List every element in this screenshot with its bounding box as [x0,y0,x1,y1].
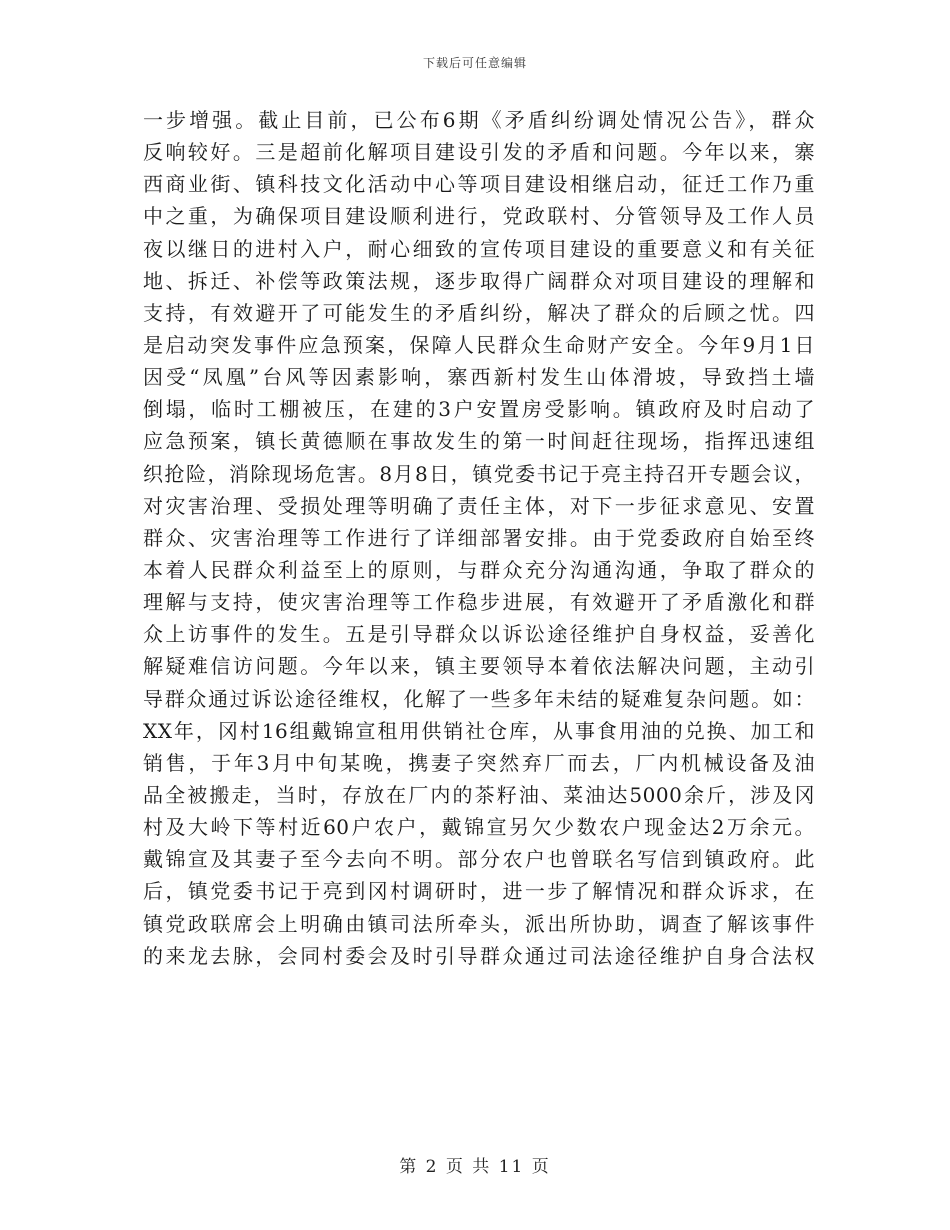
text-line: 因受“凤凰”台风等因素影响，寨西新村发生山体滑坡，导致挡土墙 [143,365,815,390]
text-line: 倒塌，临时工棚被压，在建的3户安置房受影响。镇政府及时启动了 [143,397,815,422]
text-line: 对灾害治理、受损处理等明确了责任主体，对下一步征求意见、安置 [143,493,815,518]
body-text [143,104,815,972]
page-footer: 第 2 页 共 11 页 [399,1157,551,1177]
text-line: XX年，冈村16组戴锦宣租用供销社仓库，从事食用油的兑换、加工和 [143,718,815,743]
text-line: 理解与支持，使灾害治理等工作稳步进展，有效避开了矛盾激化和群 [143,590,815,615]
text-line: 镇党政联席会上明确由镇司法所牵头，派出所协助，调查了解该事件 [143,911,815,936]
page-header: 下载后可任意编辑 [422,56,527,70]
text-line: 支持，有效避开了可能发生的矛盾纠纷，解决了群众的后顾之忧。四 [143,300,815,325]
text-line: 应急预案，镇长黄德顺在事故发生的第一时间赶往现场，指挥迅速组 [143,429,815,454]
text-line: 群众、灾害治理等工作进行了详细部署安排。由于党委政府自始至终 [143,525,815,550]
text-line: 销售，于年3月中旬某晚，携妻子突然弃厂而去，厂内机械设备及油 [143,750,815,775]
text-line: 一步增强。截止目前，已公布6期《矛盾纠纷调处情况公告》，群众 [143,108,815,132]
text-line: 夜以继日的进村入户，耐心细致的宣传项目建设的重要意义和有关征 [143,236,815,261]
text-line: 村及大岭下等村近60户农户，戴锦宣另欠少数农户现金达2万余元。 [143,815,815,840]
text-line: 后，镇党委书记于亮到冈村调研时，进一步了解情况和群众诉求，在 [143,879,815,904]
text-line: 众上访事件的发生。五是引导群众以诉讼途径维护自身权益，妥善化 [143,622,815,647]
text-line: 地、拆迁、补偿等政策法规，逐步取得广阔群众对项目建设的理解和 [143,268,815,293]
text-line: 解疑难信访问题。今年以来，镇主要领导本着依法解决问题，主动引 [143,654,815,679]
text-line: 反响较好。三是超前化解项目建设引发的矛盾和问题。今年以来，寨 [143,140,815,165]
text-line: 的来龙去脉，会同村委会及时引导群众通过司法途径维护自身合法权 [143,943,815,968]
text-line: 西商业街、镇科技文化活动中心等项目建设相继启动，征迁工作乃重 [143,172,815,197]
text-line: 中之重，为确保项目建设顺利进行，党政联村、分管领导及工作人员 [143,204,815,229]
text-line: 品全被搬走，当时，存放在厂内的茶籽油、菜油达5000余斤，涉及冈 [143,782,815,807]
text-line: 导群众通过诉讼途径维权，化解了一些多年未结的疑难复杂问题。如： [143,686,815,711]
text-line: 本着人民群众利益至上的原则，与群众充分沟通沟通，争取了群众的 [143,557,815,582]
text-line: 是启动突发事件应急预案，保障人民群众生命财产安全。今年9月1日 [143,332,815,357]
text-line: 织抢险，消除现场危害。8月8日，镇党委书记于亮主持召开专题会议， [143,461,815,486]
text-line: 戴锦宣及其妻子至今去向不明。部分农户也曾联名写信到镇政府。此 [143,847,815,872]
